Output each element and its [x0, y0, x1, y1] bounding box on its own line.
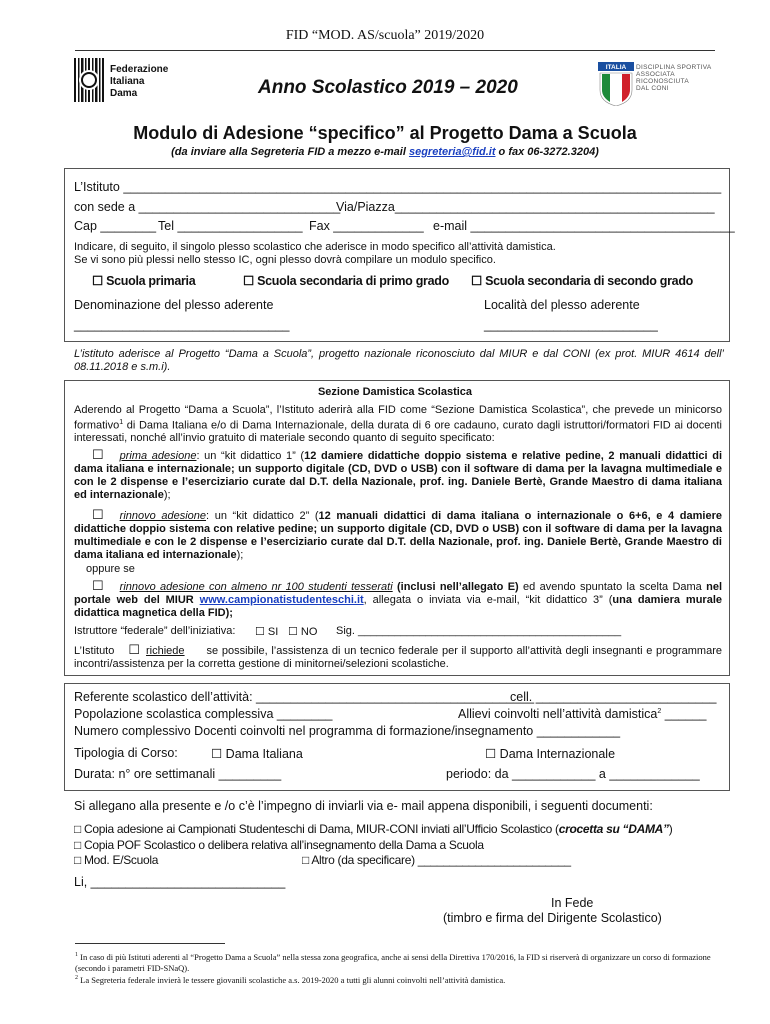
- coni-logo: [598, 62, 718, 112]
- cell-field[interactable]: cell. __________________________: [510, 690, 717, 704]
- logo-line-2: Italiana: [110, 76, 145, 87]
- header-divider: [75, 50, 715, 51]
- coni-logo-text: [636, 64, 718, 92]
- footnote-1: [75, 950, 715, 974]
- federation-logo-text: [110, 64, 168, 100]
- istruttore-no-checkbox[interactable]: ☐ NO: [288, 626, 318, 638]
- plesso-note-1: Indicare, di seguito, il singolo plesso scolastico che aderisce in modo specifico all’attività damistica.: [74, 241, 556, 253]
- istituto-field[interactable]: L’Istituto ______________________________________________________________________________________: [74, 180, 722, 194]
- allievi-field[interactable]: [458, 707, 706, 721]
- intro-text-a: Aderendo al Progetto “Dama a Scuola”, l’Istituto aderirà alla FID come “Sezione Damistica Scolastica”, che prevede un minicorso formativo: [74, 404, 722, 432]
- periodo-field[interactable]: periodo: da ____________ a _____________: [446, 767, 700, 781]
- rinnovo-text-b: 12 manuali didattici di dama italiana o internazionale o 6+6, e 4 damiere didattiche doppio sistema con relative pedine; un supporto digitale (CD, DVD o USB) con il software di dama per la lavagna multimediale e con le 2 dispense e l’eserciziario curate dal D.T. della Nazionale, prof. ing. Daniele Bertè, Grande Maestro di dama italiana ed internazionale: [74, 510, 722, 561]
- firma-label: (timbro e firma del Dirigente Scolastico): [443, 911, 662, 925]
- federation-logo: [74, 58, 184, 104]
- richiede-label: richiede: [146, 645, 185, 657]
- email-link[interactable]: segreteria@fid.it: [408, 146, 496, 158]
- rinnovo-adesione-checkbox[interactable]: ☐: [92, 507, 104, 522]
- rinnovo-100-label: rinnovo adesione con almeno nr 100 studenti tesserati: [119, 581, 393, 593]
- document-header-title: FID “MOD. AS/scuola” 2019/2020: [285, 28, 485, 43]
- allegato-pof-checkbox[interactable]: □ Copia POF Scolastico o delibera relativa all’insegnamento della Dama a Scuola: [74, 838, 484, 852]
- footnote-divider: [75, 943, 225, 944]
- oppure-text: oppure se: [86, 563, 135, 575]
- rinnovo100-text-a: (inclusi nell’allegato E): [392, 581, 519, 593]
- rinnovo-adesione-option[interactable]: [74, 508, 722, 562]
- localita-label: Località del plesso aderente: [484, 298, 640, 312]
- plesso-note-2: Se vi sono più plessi nello stesso IC, ogni plesso dovrà compilare un modulo specifico.: [74, 254, 496, 266]
- fax-field[interactable]: Fax _____________: [309, 219, 424, 233]
- sezione-title: Sezione Damistica Scolastica: [317, 386, 473, 398]
- allegati-intro: Si allegano alla presente e /o c’è l’impegno di inviarli via e- mail appena disponibili, i seguenti documenti:: [74, 799, 653, 813]
- prima-text-a: : un “kit didattico 1” (: [196, 450, 305, 462]
- rinnovo100-text-d: , allegata o inviata via e-mail, “kit didattico 3” (: [363, 594, 613, 606]
- allegato-adesione-checkbox[interactable]: [74, 822, 672, 836]
- rinnovo100-text-e: una damiera murale didattica magnetica della FID);: [74, 594, 723, 619]
- in-fede-text: In Fede: [551, 896, 594, 910]
- allegato1-text: □ Copia adesione ai Campionati Studenteschi di Dama, MIUR-CONI inviati all’Ufficio Scolastico (: [74, 822, 559, 836]
- allegato-altro-checkbox[interactable]: □ Altro (da specificare) ________________________: [302, 853, 571, 867]
- tel-field[interactable]: Tel __________________: [158, 219, 303, 233]
- rinnovo-text-a: : un “kit didattico 2” (: [206, 510, 319, 522]
- cap-field[interactable]: Cap ________: [74, 219, 157, 233]
- footnote-2: [75, 973, 715, 986]
- allegato1-close: ): [668, 822, 673, 836]
- rinnovo-100-checkbox[interactable]: ☐: [92, 578, 104, 593]
- prima-text-c: );: [163, 489, 171, 501]
- footnote-2-text: La Segreteria federale invierà le tessere giovanili scolastiche a.s. 2019-2020 a tutti gli alunni coinvolti nell’attività damistica.: [80, 974, 506, 985]
- richiede-checkbox[interactable]: ☐: [128, 642, 141, 657]
- subtitle-fax: o fax 06-3272.3204): [495, 146, 599, 158]
- adesione-note: L’istituto aderisce al Progetto “Dama a Scuola”, progetto nazionale riconosciuto dal MIUR e dal CONI (ex prot. MIUR 4614 dell’ 08.11.2018 e s.m.i).: [74, 348, 724, 373]
- rinnovo100-text-b: ed avendo spuntato la scelta Dama: [518, 581, 707, 593]
- prima-text-b: 12 damiere didattiche doppio sistema e relative pedine, 2 manuali didattici di dama italiana e internazionale; un supporto digitale (CD, DVD o USB) con il software di dama per la lavagna multimediale e con le 2 dispense e l’eserciziario curate dal D.T. della Nazionale, prof. ing. Daniele Bertè, Grande Maestro di dama italiana ed internazionale: [74, 450, 722, 501]
- footnote-2-number: 2: [75, 975, 78, 981]
- sede-field[interactable]: con sede a _____________________________: [74, 200, 341, 214]
- intro-text-b: di Dama Italiana e/o di Dama Internazionale, della durata di 6 ore cadauno, curato dagli istruttori/formatori FID ai docenti interessati, nonché all’invio gratuito di materiale secondo quanto di seguito specificato:: [74, 419, 722, 444]
- footnote-ref-2: 2: [657, 707, 662, 715]
- popolazione-field[interactable]: Popolazione scolastica complessiva ________: [74, 707, 333, 721]
- footnote-1-text: In caso di più Istituti aderenti al “Progetto Dama a Scuola” nella stessa zona geografica, anche ai sensi della Direttiva 170/2016, la FID si riserverà di organizzare un corso di formazione (secondo i parametri FID-SNaQ).: [75, 951, 711, 973]
- coni-line-2: ASSOCIATA RICONOSCIUTA: [636, 71, 689, 85]
- prima-adesione-option[interactable]: [74, 448, 722, 502]
- secondaria-primo-checkbox[interactable]: ☐ Scuola secondaria di primo grado: [243, 274, 449, 288]
- logo-line-1: Federazione: [110, 64, 169, 75]
- referente-field[interactable]: Referente scolastico dell’attività: ________________________________________: [74, 690, 535, 704]
- rinnovo-100-option[interactable]: [74, 579, 722, 620]
- richiede-text-a: L’Istituto: [74, 645, 115, 657]
- secondaria-secondo-checkbox[interactable]: ☐ Scuola secondaria di secondo grado: [471, 274, 693, 288]
- school-year-heading: Anno Scolastico 2019 – 2020: [258, 77, 518, 98]
- email-field[interactable]: e-mail ______________________________________: [433, 219, 735, 233]
- logo-line-3: Dama: [110, 88, 138, 99]
- form-subtitle: [0, 146, 770, 158]
- footnote-1-number: 1: [75, 952, 78, 958]
- primaria-checkbox[interactable]: ☐ Scuola primaria: [92, 274, 196, 288]
- prima-adesione-checkbox[interactable]: ☐: [92, 447, 104, 462]
- rinnovo100-text-c: nel portale web del MIUR: [74, 581, 723, 606]
- istruttore-sig-field[interactable]: Sig. ___________________________________________: [336, 625, 622, 637]
- istruttore-label: Istruttore “federale” dell’iniziativa:: [74, 625, 236, 637]
- docenti-field[interactable]: Numero complessivo Docenti coinvolti nel programma di formazione/insegnamento ____________: [74, 724, 621, 738]
- miur-portal-link[interactable]: www.campionatistudenteschi.it: [199, 594, 364, 606]
- tipologia-label: Tipologia di Corso:: [74, 746, 178, 760]
- allegato1-bold: crocetta su “DAMA”: [558, 822, 669, 836]
- federation-logo-icon: [74, 58, 104, 102]
- allievi-line: ______: [661, 707, 707, 721]
- via-field[interactable]: Via/Piazza______________________________________________: [336, 200, 715, 214]
- dama-internazionale-checkbox[interactable]: ☐ Dama Internazionale: [485, 747, 616, 761]
- sezione-intro: [74, 404, 722, 444]
- dama-italiana-checkbox[interactable]: ☐ Dama Italiana: [211, 747, 303, 761]
- allegato-mod-e-checkbox[interactable]: □ Mod. E/Scuola: [74, 853, 159, 867]
- denominazione-field[interactable]: _______________________________: [74, 318, 290, 332]
- subtitle-text: (da inviare alla Segreteria FID a mezzo e-mail: [171, 146, 409, 158]
- luogo-data-field[interactable]: Li, ____________________________: [74, 875, 286, 889]
- coni-line-3: DAL CONI: [636, 85, 669, 92]
- richiede-option[interactable]: [74, 643, 722, 671]
- localita-field[interactable]: _________________________: [484, 318, 658, 332]
- denominazione-label: Denominazione del plesso aderente: [74, 298, 274, 312]
- rinnovo-adesione-label: rinnovo adesione: [119, 510, 207, 522]
- coni-shield-icon: [598, 62, 634, 106]
- footnote-ref-1: 1: [119, 418, 124, 426]
- prima-adesione-label: prima adesione: [119, 450, 197, 462]
- coni-line-1: DISCIPLINA SPORTIVA: [636, 64, 712, 71]
- svg-text:ITALIA: ITALIA: [605, 64, 627, 71]
- richiede-text-b: se possibile, l’assistenza di un tecnico federale per il supporto all’attività degli insegnanti e programmare incontri/assistenza per la corretta gestione di minitornei/selezioni scolastiche.: [74, 645, 722, 670]
- rinnovo-text-c: );: [236, 549, 244, 561]
- durata-field[interactable]: Durata: n° ore settimanali _________: [74, 767, 282, 781]
- istruttore-si-checkbox[interactable]: ☐ SI: [255, 626, 279, 638]
- allievi-label: Allievi coinvolti nell’attività damistica: [458, 707, 658, 721]
- form-title: Modulo di Adesione “specifico” al Progetto Dama a Scuola: [133, 123, 637, 143]
